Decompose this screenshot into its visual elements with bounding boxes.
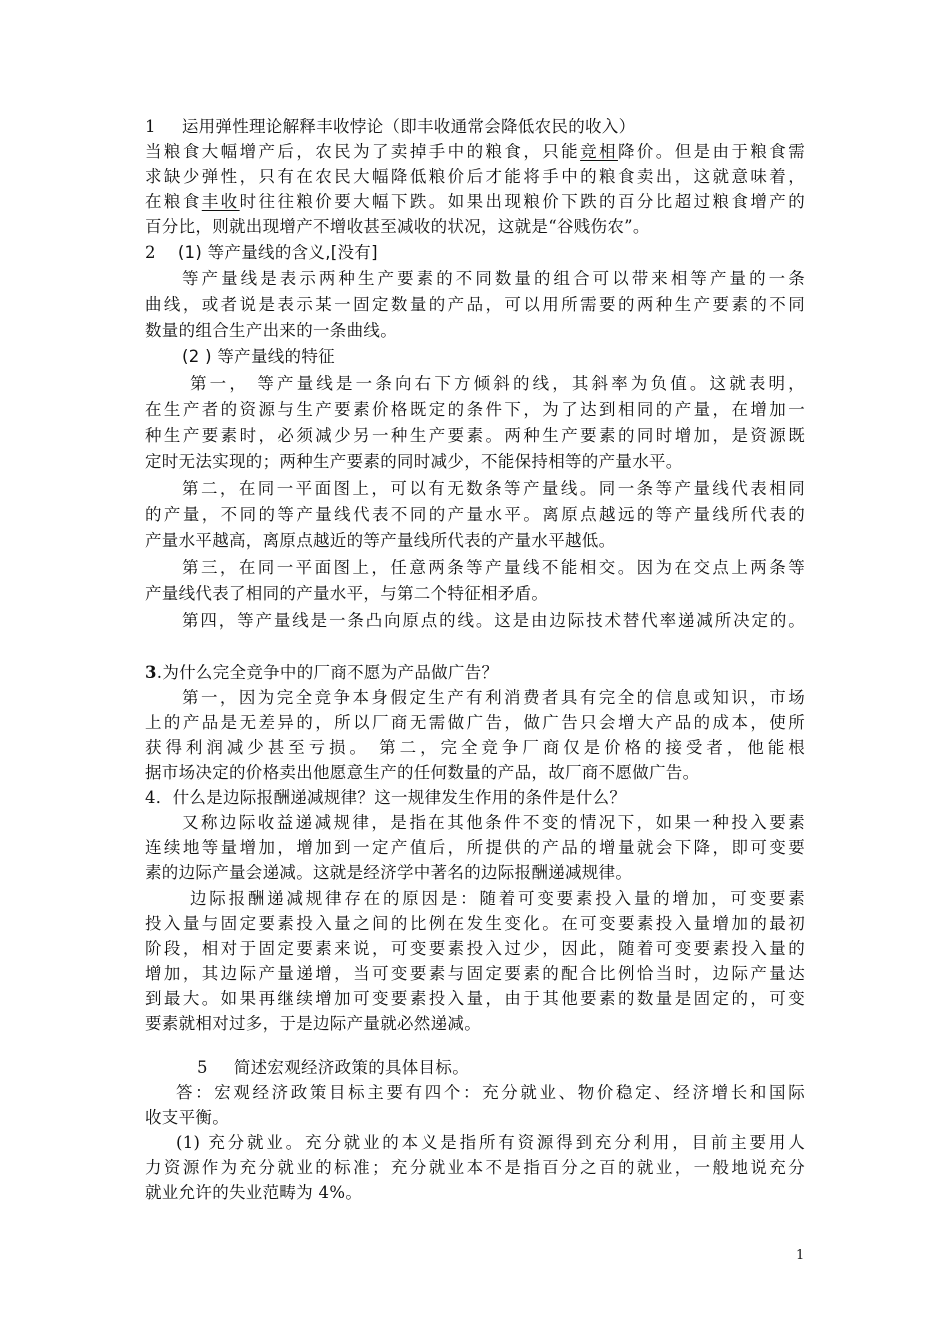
q1-line-4: 百分比，则就出现增产不增收甚至减收的状况，这就是“谷贱伤农”。 (145, 217, 650, 236)
q2-f2-line: 的产量，不同的等产量线代表不同的产量水平。离原点越远的等产量线所代表的 (145, 505, 805, 524)
q4-p2-line: 阶段，相对于固定要素来说，可变要素投入过少，因此，随着可变要素投入量的 (145, 939, 805, 958)
q2-f2-line: 第二，在同一平面图上，可以有无数条等产量线。同一条等产量线代表相同 (182, 479, 805, 498)
q2-p1-line: 数量的组合生产出来的一条曲线。 (145, 321, 397, 340)
q4-p1-line: 又称边际收益递减规律，是指在其他条件不变的情况下，如果一种投入要素 (182, 813, 805, 832)
q3-heading (145, 660, 498, 686)
q4-p2-line: 增加，其边际产量递增，当可变要素与固定要素的配合比例恰当时，边际产量达 (145, 964, 805, 983)
q3-line: 第一，因为完全竞争本身假定生产有利消费者具有完全的信息或知识，市场 (182, 688, 805, 707)
q5-number: 5 (197, 1058, 208, 1077)
q2-f2-line: 产量水平越高，离原点越近的等产量线所代表的产量水平越低。 (145, 531, 616, 550)
q4-p1-line: 连续地等量增加，增加到一定产值后，所提供的产品的增量就会下降，即可变要 (145, 838, 805, 857)
q4-p2-line: 边际报酬递减规律存在的原因是：随着可变要素投入量的增加，可变要素 (190, 889, 805, 908)
q5-title: 简述宏观经济政策的具体目标。 (233, 1058, 470, 1077)
q1-heading (145, 114, 635, 140)
page-number: 1 (796, 1248, 805, 1263)
q2-p1-line: 等产量线是表示两种生产要素的不同数量的组合可以带来相等产量的一条 (182, 269, 805, 288)
q3-number: 3 (145, 663, 157, 682)
q3-line: 上的产品是无差异的，所以厂商无需做广告，做广告只会增大产品的成本，使所 (145, 713, 805, 732)
q1-line-3: 在粮食丰收时往往粮价要大幅下跌。如果出现粮价下跌的百分比超过粮食增产的 (145, 192, 806, 211)
q2-f1-line: 定时无法实现的；两种生产要素的同时减少，不能保持相等的产量水平。 (145, 452, 683, 471)
q2-f1-line: 在生产者的资源与生产要素价格既定的条件下，为了达到相同的产量，在增加一 (145, 400, 805, 419)
q2-f1-line: 种生产要素时，必须减少另一种生产要素。两种生产要素的同时增加，是资源既 (145, 426, 805, 445)
q2-heading (145, 240, 378, 266)
q5-p1-line: (1) 充分就业。充分就业的本义是指所有资源得到充分利用，目前主要用人 (176, 1133, 805, 1152)
q1-title: 运用弹性理论解释丰收悖论（即丰收通常会降低农民的收入） (181, 117, 636, 136)
q1-line-1: 当粮食大幅增产后，农民为了卖掉手中的粮食，只能竞相降价。但是由于粮食需 (145, 142, 806, 161)
q5-answer-line: 答：宏观经济政策目标主要有四个：充分就业、物价稳定、经济增长和国际 (176, 1083, 805, 1102)
q3-title: .为什么完全竞争中的厂商不愿为产品做广告？ (156, 663, 499, 682)
q1-number: 1 (145, 117, 156, 136)
q2-number: 2 (145, 243, 156, 262)
underlined-text: 丰收 (201, 192, 240, 211)
q3-line: 据市场决定的价格卖出他愿意生产的任何数量的产品，故厂商不愿做广告。 (145, 763, 700, 782)
q4-p2-line: 到最大。如果再继续增加可变要素投入量，由于其他要素的数量是固定的，可变 (145, 989, 805, 1008)
q5-p1-line: 力资源作为充分就业的标准；充分就业本不是指百分之百的就业，一般地说充分 (145, 1158, 805, 1177)
q2-subheading-2: (2 ) 等产量线的特征 (182, 347, 335, 366)
q5-heading (197, 1055, 469, 1081)
q2-f4-line: 第四，等产量线是一条凸向原点的线。这是由边际技术替代率递减所决定的。 (182, 611, 805, 630)
q4-p2-line: 要素就相对过多，于是边际产量就必然递减。 (145, 1014, 481, 1033)
q5-answer-line: 收支平衡。 (145, 1108, 229, 1127)
q4-p1-line: 素的边际产量会递减。这就是经济学中著名的边际报酬递减规律。 (145, 863, 633, 882)
q4-heading: 4．什么是边际报酬递减规律？这一规律发生作用的条件是什么？ (145, 788, 627, 807)
q3-line: 获得利润减少甚至亏损。 第二，完全竞争厂商仅是价格的接受者，他能根 (145, 738, 805, 757)
q2-subheading-1: (1) 等产量线的含义,[没有] (177, 243, 378, 262)
q2-f3-line: 产量线代表了相同的产量水平，与第二个特征相矛盾。 (145, 584, 549, 603)
q2-p1-line: 曲线，或者说是表示某一固定数量的产品，可以用所需要的两种生产要素的不同 (145, 295, 805, 314)
q4-p2-line: 投入量与固定要素投入量之间的比例在发生变化。在可变要素投入量增加的最初 (145, 914, 805, 933)
q2-f1-line: 第一， 等产量线是一条向右下方倾斜的线，其斜率为负值。这就表明， (190, 374, 805, 393)
underlined-text: 竞相 (580, 142, 618, 161)
q5-p1-line: 就业允许的失业范畴为 4%。 (145, 1183, 363, 1202)
q2-f3-line: 第三，在同一平面图上，任意两条等产量线不能相交。因为在交点上两条等 (182, 558, 805, 577)
q1-line-2: 求缺少弹性，只有在农民大幅降低粮价后才能将手中的粮食卖出，这就意味着， (145, 167, 805, 186)
